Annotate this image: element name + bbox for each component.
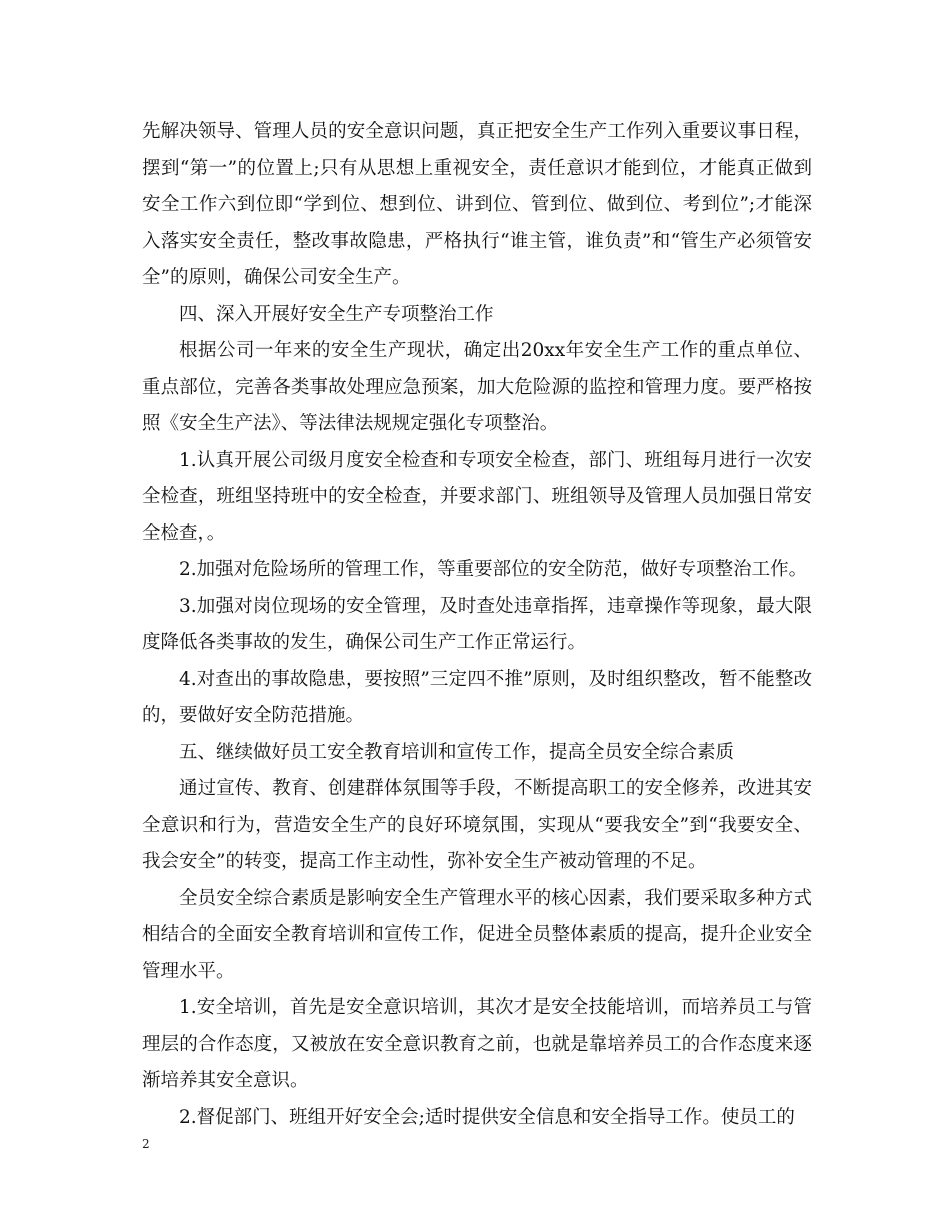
- list-item: 4.对查出的事故隐患，要按照”三定四不推”原则，及时组织整改，暂不能整改的，要做好安全防范措施。: [142, 668, 812, 726]
- document-body: [142, 114, 812, 1136]
- paragraph: 根据公司一年来的安全生产现状，确定出20xx年安全生产工作的重点单位、重点部位，完善各类事故处理应急预案，加大危险源的监控和管理力度。要严格按照《安全生产法》、等法律法规规定强化专项整治。: [142, 340, 812, 434]
- list-item: 3.加强对岗位现场的安全管理，及时查处违章指挥，违章操作等现象，最大限度降低各类事故的发生，确保公司生产工作正常运行。: [142, 595, 812, 653]
- paragraph: 通过宣传、教育、创建群体氛围等手段，不断提高职工的安全修养，改进其安全意识和行为，营造安全生产的良好环境氛围，实现从“要我安全”到“我要安全、我会安全”的转变，提高工作主动性，弥补安全生产被动管理的不足。: [142, 778, 812, 872]
- list-item: 1.认真开展公司级月度安全检查和专项安全检查，部门、班组每月进行一次安全检查，班组坚持班中的安全检查，并要求部门、班组领导及管理人员加强日常安全检查，。: [142, 449, 812, 544]
- list-item: 2.督促部门、班组开好安全会;适时提供安全信息和安全指导工作。使员工的: [179, 1106, 795, 1128]
- page-number: 2: [142, 1137, 150, 1151]
- paragraph: 全员安全综合素质是影响安全生产管理水平的核心因素，我们要采取多种方式相结合的全面安全教育培训和宣传工作，促进全员整体素质的提高，提升企业安全管理水平。: [142, 887, 812, 982]
- paragraph-continuation: 先解决领导、管理人员的安全意识问题，真正把安全生产工作列入重要议事日程，摆到“第一”的位置上;只有从思想上重视安全，责任意识才能到位，才能真正做到安全工作六到位即“学到位、想到位、讲到位、管到位、做到位、考到位”;才能深入落实安全责任，整改事故隐患，严格执行“谁主管，谁负责”和“管生产必须管安全”的原则，确保公司安全生产。: [142, 121, 812, 288]
- section-heading-5: 五、继续做好员工安全教育培训和宣传工作，提高全员安全综合素质: [179, 741, 735, 763]
- list-item: 1.安全培训，首先是安全意识培训，其次才是安全技能培训，而培养员工与管理层的合作态度，又被放在安全意识教育之前，也就是靠培养员工的合作态度来逐渐培养其安全意识。: [142, 997, 812, 1091]
- list-item: 2.加强对危险场所的管理工作，等重要部位的安全防范，做好专项整治工作。: [179, 559, 808, 580]
- section-heading-4: 四、深入开展好安全生产专项整治工作: [179, 303, 494, 325]
